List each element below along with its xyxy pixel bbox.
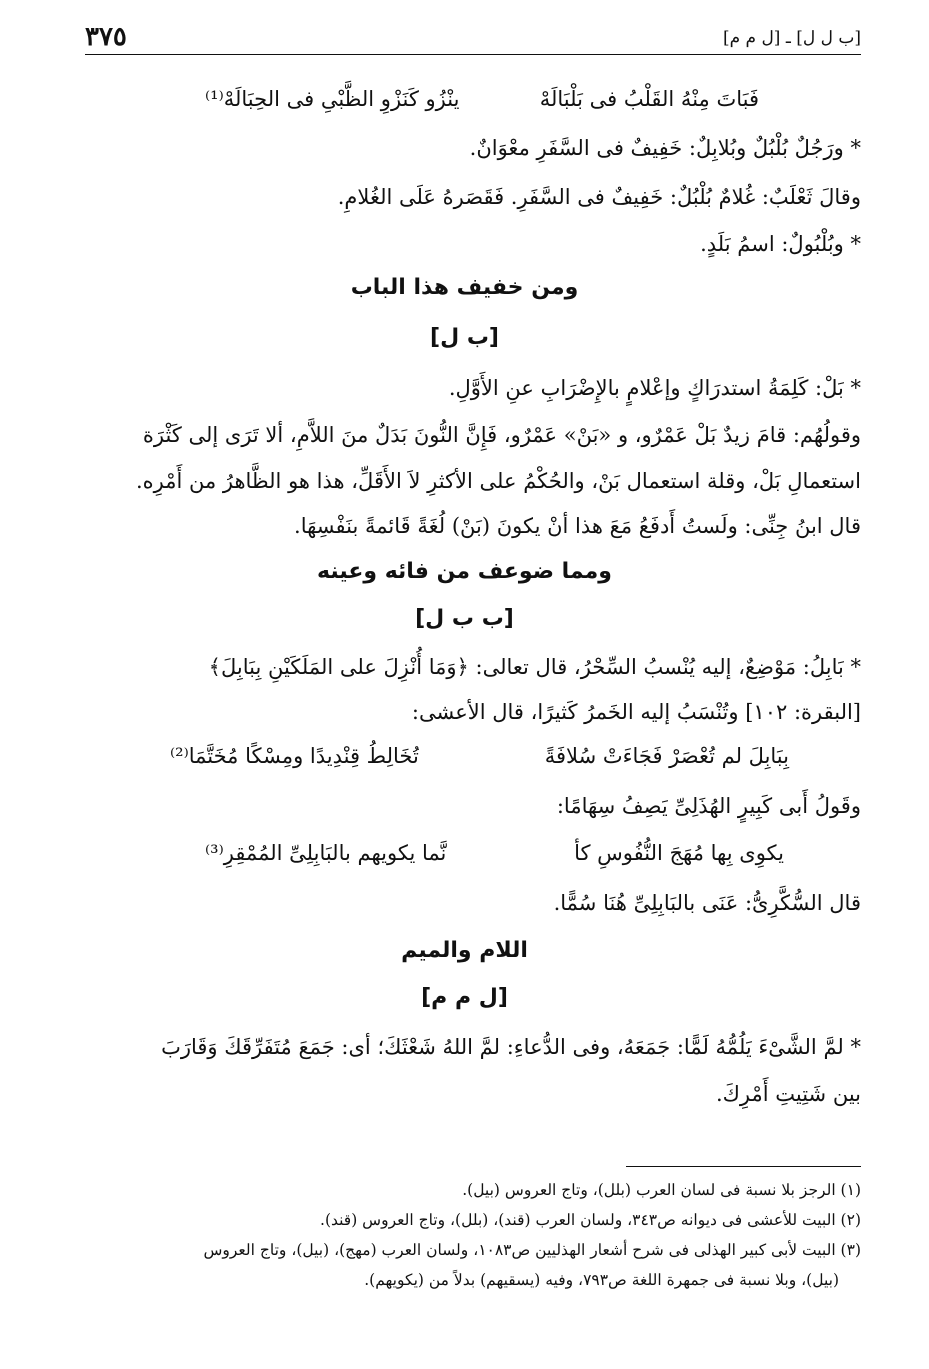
entry-line: * ورَجُلٌ بُلْبُلٌ وبُلابِلٌ: خَفِيفٌ فى السَّفَرِ معْوَانٌ. [469, 136, 861, 160]
footnote-divider [626, 1166, 861, 1167]
verse1-right-hemistich: فَبَاتَ مِنْهُ القَلْبُ فى بَلْبَالَهْ [539, 87, 759, 111]
entry-line: قال ابنُ جِنِّى: ولَستُ أَدفَعُ مَعَ هذا أنْ يكونَ (بَنْ) لُغَةً قَائمةً بنَفْسِهَا. [294, 514, 861, 538]
section-heading: ومن خفيف هذا الباب [350, 275, 579, 300]
entry-line: * لمَّ الشَّىْءَ يَلُمُّهُ لَمًّا: جَمَعَهُ، وفى الدُّعاءِ: لمَّ اللهُ شَعْثَكَ؛ أى: جَمَعَ مُتَفَرِّقَكَ وَقَارَبَ [161, 1035, 861, 1059]
verse2-right-hemistich: بِبَابِلَ لم تُعْصَرْ فَجَاءَتْ سُلافَةً [544, 744, 789, 768]
page-number: ٣٧٥ [85, 22, 127, 52]
verse1-left-hemistich: ينْزُو كَنَزْوِ الظَّبْىِ فى الحِبَالَهْ⁽¹⁾ [205, 87, 460, 111]
verse3-left-hemistich: نَّما يكويهم بالبَابِلِىِّ المُمْقِرِ⁽³⁾ [205, 841, 447, 865]
entry-line: وقَولُ أَبى كَبِيرٍ الهُذَلِىِّ يَصِفُ سِهَامًا: [556, 794, 861, 818]
section-heading: ومما ضوعف من فائه وعينه [317, 559, 612, 584]
root-heading: [ل م م] [421, 985, 508, 1010]
entry-line: [البقرة: ١٠٢] وتُنْسَبُ إليه الخَمرُ كَثيرًا، قال الأعشى: [411, 700, 861, 724]
entry-line: قال السُّكَّرِىُّ: عَنَى بالبَابِلِىِّ هُنَا سُمًّا. [553, 891, 861, 915]
section-heading: اللام والميم [401, 938, 528, 963]
verse3-right-hemistich: يكوِى بِها مُهَجَ النُّفُوسِ كأ [574, 841, 784, 865]
entry-line: * بَلْ: كَلِمَةُ استدرَاكٍ وإعْلامٍ بالإِضْرَابِ عنِ الأَوَّلِ. [448, 376, 861, 400]
footnote: (٢) البيت للأعشى فى ديوانه ص٣٤٣، ولسان العرب (قند)، (بلل)، وتاج العروس (قند). [320, 1211, 861, 1229]
entry-line: وقالَ ثَعْلَبٌ: غُلامٌ بُلْبُلٌ: خَفِيفٌ فى السَّفَرِ. فَقَصَرهُ عَلَى الغُلامِ. [337, 185, 861, 209]
root-heading: [ب ل] [430, 325, 499, 350]
page-header [85, 22, 861, 55]
entry-line: استعمالِ بَلْ، وقلة استعمال بَنْ، والحُكْمُ على الأكثرِ لاَ الأَقَلِّ، هذا هو الظَّاهرُ من أَمْرِه. [135, 469, 861, 493]
entry-line: وقولُهُم: قامَ زيدٌ بَلْ عَمْرٌو، و «بَنْ» عَمْرٌو، فَإِنَّ النُّونَ بَدَلٌ منَ اللاَّمِ، ألا تَرَى إلى كَثْرَة [142, 423, 861, 447]
footnote: (١) الرجز بلا نسبة فى لسان العرب (بلل)، وتاج العروس (بيل). [462, 1181, 861, 1199]
entry-line: * بَابِلُ: مَوْضِعٌ، إليه يُنْسبُ السِّحْرُ، قال تعالى: ﴿وَمَا أُنْزِلَ على المَلَكَيْنِ بِبَابِلَ﴾ [208, 655, 861, 679]
root-range: [ب ل ل] ـ [ل م م] [722, 28, 861, 48]
entry-line: * وبُلْبُولٌ: اسمُ بَلَدٍ. [700, 232, 861, 256]
root-heading: [ب ب ل] [415, 606, 514, 631]
footnote-continuation: (بيل)، وبلا نسبة فى جمهرة اللغة ص٧٩٣، وفيه (يسقيهم) بدلاً من (يكويهم). [364, 1271, 839, 1289]
entry-line: بين شَتِيتِ أَمْرِكَ. [715, 1082, 861, 1106]
footnote: (٣) البيت لأبى كبير الهذلى فى شرح أشعار الهذليين ص١٠٨٣، ولسان العرب (مهج)، (بيل)، وتاج العروس [203, 1241, 861, 1259]
verse2-left-hemistich: تُخَالِطُ قِنْدِيدًا ومِسْكًا مُخَتَّمَا⁽²⁾ [170, 744, 419, 768]
